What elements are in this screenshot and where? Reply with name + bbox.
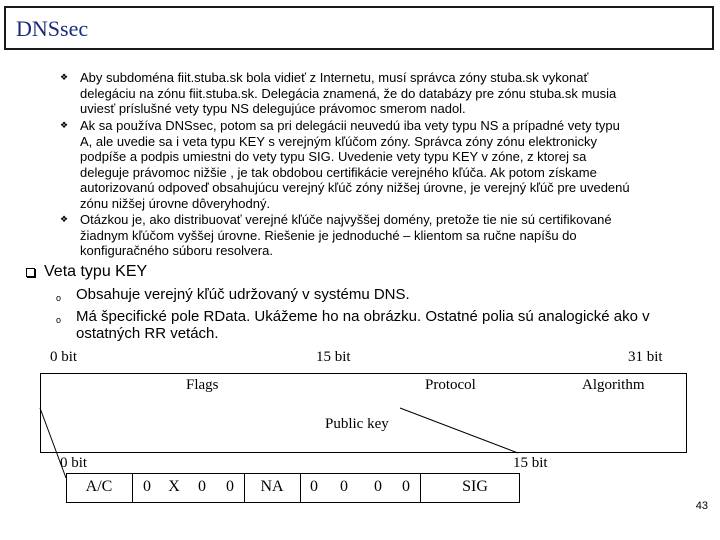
- protocol-field: Protocol: [425, 377, 476, 393]
- bullet-3-line: konfiguračného súboru resolvera.: [80, 243, 273, 259]
- flag-cell: X: [168, 478, 180, 495]
- ring-bullet-icon: o: [56, 293, 62, 303]
- bullet-2-line: podpíše a podpis umiestni do vety typu SIG. Uvedenie vety typu KEY v zóne, z ktorej sa: [80, 149, 587, 165]
- flag-cell: 0: [226, 478, 234, 495]
- flag-cell: 0: [143, 478, 151, 495]
- flags-bit0-label: 0 bit: [60, 455, 88, 471]
- bullet-2-line: zónu nižšej úrovne dôveryhodný.: [80, 195, 271, 211]
- flag-cell-na: NA: [260, 478, 284, 495]
- algorithm-field: Algorithm: [582, 377, 645, 393]
- bit15-label: 15 bit: [316, 349, 351, 365]
- point-2-line: ostatných RR vetách.: [76, 325, 219, 342]
- cell-divider: [132, 473, 133, 503]
- diamond-bullet-icon: ❖: [60, 214, 69, 224]
- bullet-2-line: deleguje právomoc nižšie , je tak obdobou certifikácie verejného kľúča. Ak potom získame: [80, 164, 597, 180]
- point-2-line: Má špecifické pole RData. Ukážeme ho na obrázku. Ostatné polia sú analogické ako v: [76, 308, 650, 325]
- point-1-line: Obsahuje verejný kľúč udržovaný v systému DNS.: [76, 286, 410, 303]
- page-number: 43: [695, 500, 708, 512]
- bit31-label: 31 bit: [628, 349, 663, 365]
- ring-bullet-icon: o: [56, 315, 62, 325]
- bit0-label: 0 bit: [50, 349, 78, 365]
- flag-cell: 0: [374, 478, 382, 495]
- slide-title: DNSsec: [16, 16, 89, 41]
- cell-divider: [300, 473, 301, 503]
- bullet-3-line: Otázkou je, ako distribuovať verejné kľúče najvyššej domény, pretože tie nie sú certifikované: [80, 212, 612, 227]
- cell-divider: [244, 473, 245, 503]
- bullet-3-line: žiadnym kľúčom vyššej úrovne. Riešenie je jednoduché – klientom sa ručne napíšu do: [80, 227, 577, 243]
- flag-cell-ac: A/C: [85, 478, 113, 495]
- public-key-field: Public key: [325, 416, 389, 432]
- bullet-2-line: A, ale uvedie sa i veta typu KEY s verejným kľúčom zóny. Správca zóny zónu elektronicky: [80, 133, 598, 149]
- flag-cell: 0: [198, 478, 206, 495]
- cell-divider: [420, 473, 421, 503]
- flag-cell: 0: [310, 478, 318, 495]
- diamond-bullet-icon: ❖: [60, 120, 69, 130]
- flag-cell: 0: [340, 478, 348, 495]
- flag-cell: 0: [402, 478, 410, 495]
- flags-field: Flags: [186, 377, 219, 393]
- heading-text: Veta typu KEY: [44, 263, 148, 280]
- diamond-bullet-icon: ❖: [60, 72, 69, 82]
- bullet-1-line: uviesť príslušné vety typu NS delegujúce právomoc smerom nadol.: [80, 101, 466, 117]
- bullet-1-line: delegáciu na zónu fiit.stuba.sk. Delegácia znamená, že do databázy pre zónu stuba.sk musia: [80, 85, 617, 101]
- flag-cell-sig: SIG: [462, 478, 488, 495]
- flags-bit15-label: 15 bit: [513, 455, 548, 471]
- bullet-2-line: autorizovanú odpoveď obsahujúcu verejný kľúč zóny nižšej úrovne, je verejný kľúč pre uvedenú: [80, 180, 630, 196]
- bullet-1-line: Aby subdoména fiit.stuba.sk bola vidieť z Internetu, musí správca zóny stuba.sk vykonať: [80, 70, 589, 85]
- bullet-2-line: Ak sa používa DNSsec, potom sa pri delegácii neuvedú iba vety typu NS a prípadné vety typu: [80, 118, 620, 133]
